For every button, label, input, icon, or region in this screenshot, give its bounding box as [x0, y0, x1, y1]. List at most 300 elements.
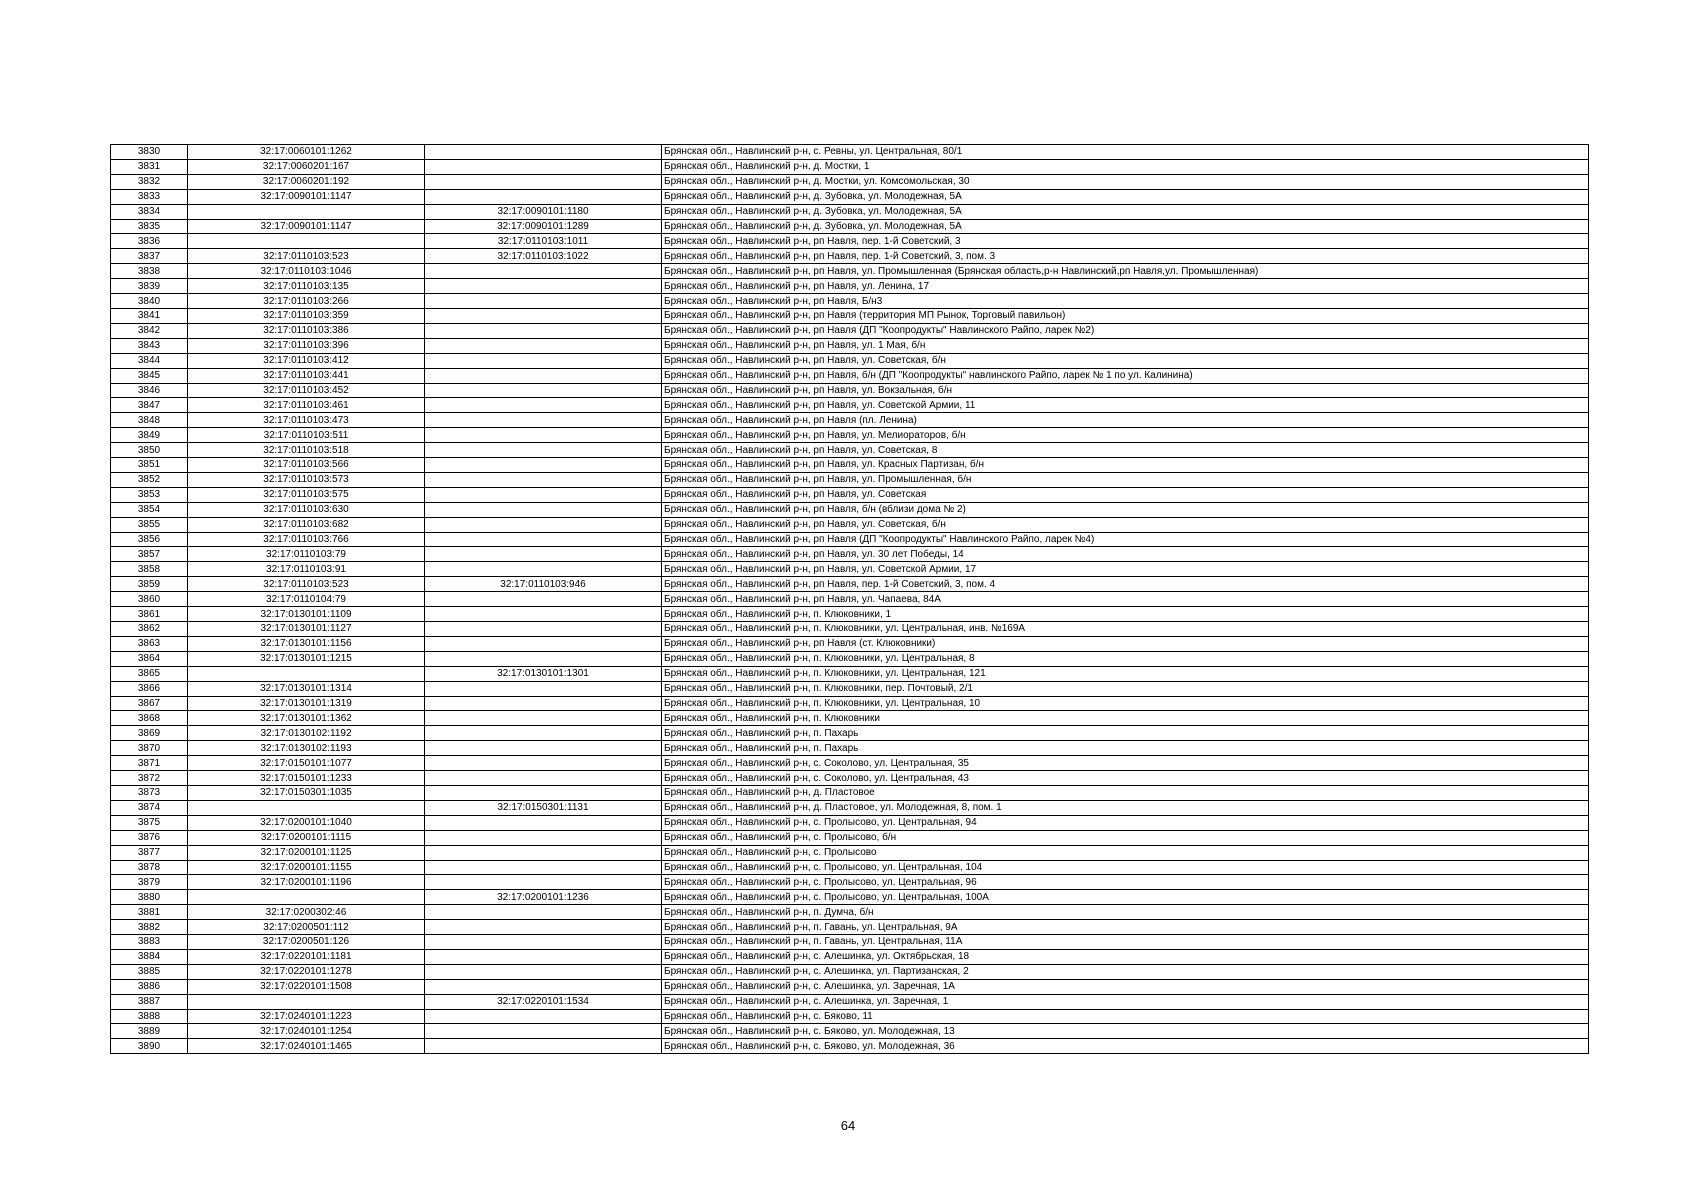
address-cell: Брянская обл., Навлинский р-н, д. Зубовка, ул. Молодежная, 5А	[662, 219, 1589, 234]
address-cell: Брянская обл., Навлинский р-н, п. Клюковники, ул. Центральная, 121	[662, 666, 1589, 681]
linked-cadastral-number-cell	[425, 681, 662, 696]
address-cell: Брянская обл., Навлинский р-н, с. Алешинка, ул. Партизанская, 2	[662, 964, 1589, 979]
row-number-cell: 3848	[111, 413, 188, 428]
row-number-cell: 3883	[111, 935, 188, 950]
linked-cadastral-number-cell	[425, 383, 662, 398]
address-cell: Брянская обл., Навлинский р-н, рп Навля, ул. Советская, б/н	[662, 353, 1589, 368]
cadastral-number-cell: 32:17:0110103:461	[188, 398, 425, 413]
address-cell: Брянская обл., Навлинский р-н, рп Навля, ул. Советской Армии, 17	[662, 562, 1589, 577]
table-row	[111, 681, 1589, 696]
cadastral-number-cell: 32:17:0090101:1147	[188, 219, 425, 234]
table-row	[111, 726, 1589, 741]
table-row	[111, 338, 1589, 353]
table-row	[111, 189, 1589, 204]
table-row	[111, 249, 1589, 264]
address-cell: Брянская обл., Навлинский р-н, с. Пролысово, ул. Центральная, 100А	[662, 890, 1589, 905]
row-number-cell: 3850	[111, 443, 188, 458]
row-number-cell: 3833	[111, 189, 188, 204]
row-number-cell: 3889	[111, 1024, 188, 1039]
cadastral-number-cell: 32:17:0110103:630	[188, 502, 425, 517]
row-number-cell: 3851	[111, 458, 188, 473]
address-cell: Брянская обл., Навлинский р-н, рп Навля, ул. Советская	[662, 487, 1589, 502]
cadastral-number-cell: 32:17:0200501:126	[188, 935, 425, 950]
property-table-body	[111, 145, 1589, 1054]
cadastral-number-cell: 32:17:0110104:79	[188, 592, 425, 607]
row-number-cell: 3849	[111, 428, 188, 443]
address-cell: Брянская обл., Навлинский р-н, п. Клюковники, ул. Центральная, инв. №169А	[662, 622, 1589, 637]
address-cell: Брянская обл., Навлинский р-н, рп Навля, ул. Мелиораторов, б/н	[662, 428, 1589, 443]
address-cell: Брянская обл., Навлинский р-н, п. Пахарь	[662, 726, 1589, 741]
linked-cadastral-number-cell	[425, 159, 662, 174]
table-row	[111, 920, 1589, 935]
linked-cadastral-number-cell	[425, 622, 662, 637]
row-number-cell: 3880	[111, 890, 188, 905]
row-number-cell: 3869	[111, 726, 188, 741]
linked-cadastral-number-cell	[425, 1024, 662, 1039]
linked-cadastral-number-cell	[425, 279, 662, 294]
row-number-cell: 3831	[111, 159, 188, 174]
linked-cadastral-number-cell	[425, 592, 662, 607]
address-cell: Брянская обл., Навлинский р-н, п. Клюковники	[662, 711, 1589, 726]
row-number-cell: 3854	[111, 502, 188, 517]
cadastral-number-cell: 32:17:0130101:1127	[188, 622, 425, 637]
row-number-cell: 3885	[111, 964, 188, 979]
cadastral-number-cell: 32:17:0110103:1046	[188, 264, 425, 279]
cadastral-number-cell: 32:17:0200501:112	[188, 920, 425, 935]
row-number-cell: 3879	[111, 875, 188, 890]
address-cell: Брянская обл., Навлинский р-н, рп Навля, пер. 1-й Советский, 3, пом. 3	[662, 249, 1589, 264]
cadastral-number-cell	[188, 666, 425, 681]
linked-cadastral-number-cell	[425, 964, 662, 979]
table-row	[111, 666, 1589, 681]
row-number-cell: 3866	[111, 681, 188, 696]
linked-cadastral-number-cell	[425, 517, 662, 532]
property-table	[110, 144, 1589, 1054]
row-number-cell: 3858	[111, 562, 188, 577]
address-cell: Брянская обл., Навлинский р-н, рп Навля (территория МП Рынок, Торговый павильон)	[662, 308, 1589, 323]
row-number-cell: 3830	[111, 145, 188, 160]
table-row	[111, 323, 1589, 338]
linked-cadastral-number-cell	[425, 636, 662, 651]
cadastral-number-cell: 32:17:0240101:1465	[188, 1039, 425, 1054]
address-cell: Брянская обл., Навлинский р-н, п. Клюковники, ул. Центральная, 10	[662, 696, 1589, 711]
row-number-cell: 3864	[111, 651, 188, 666]
linked-cadastral-number-cell: 32:17:0150301:1131	[425, 800, 662, 815]
table-row	[111, 383, 1589, 398]
address-cell: Брянская обл., Навлинский р-н, п. Пахарь	[662, 741, 1589, 756]
table-row	[111, 845, 1589, 860]
table-row	[111, 1039, 1589, 1054]
cadastral-number-cell: 32:17:0240101:1254	[188, 1024, 425, 1039]
row-number-cell: 3872	[111, 771, 188, 786]
table-row	[111, 234, 1589, 249]
table-row	[111, 472, 1589, 487]
linked-cadastral-number-cell	[425, 562, 662, 577]
linked-cadastral-number-cell	[425, 338, 662, 353]
table-row	[111, 294, 1589, 309]
address-cell: Брянская обл., Навлинский р-н, п. Думча, б/н	[662, 905, 1589, 920]
address-cell: Брянская обл., Навлинский р-н, п. Клюковники, 1	[662, 607, 1589, 622]
table-row	[111, 577, 1589, 592]
row-number-cell: 3862	[111, 622, 188, 637]
cadastral-number-cell: 32:17:0150301:1035	[188, 785, 425, 800]
cadastral-number-cell	[188, 994, 425, 1009]
address-cell: Брянская обл., Навлинский р-н, с. Бяково, ул. Молодежная, 13	[662, 1024, 1589, 1039]
linked-cadastral-number-cell: 32:17:0110103:1022	[425, 249, 662, 264]
table-row	[111, 741, 1589, 756]
row-number-cell: 3859	[111, 577, 188, 592]
address-cell: Брянская обл., Навлинский р-н, рп Навля (пл. Ленина)	[662, 413, 1589, 428]
cadastral-number-cell: 32:17:0130101:1215	[188, 651, 425, 666]
cadastral-number-cell: 32:17:0110103:575	[188, 487, 425, 502]
linked-cadastral-number-cell: 32:17:0090101:1289	[425, 219, 662, 234]
address-cell: Брянская обл., Навлинский р-н, с. Алешинка, ул. Заречная, 1А	[662, 979, 1589, 994]
cadastral-number-cell: 32:17:0130101:1156	[188, 636, 425, 651]
row-number-cell: 3838	[111, 264, 188, 279]
table-row	[111, 204, 1589, 219]
table-row	[111, 890, 1589, 905]
cadastral-number-cell: 32:17:0110103:766	[188, 532, 425, 547]
table-row	[111, 547, 1589, 562]
address-cell: Брянская обл., Навлинский р-н, п. Клюковники, ул. Центральная, 8	[662, 651, 1589, 666]
row-number-cell: 3845	[111, 368, 188, 383]
address-cell: Брянская обл., Навлинский р-н, д. Зубовка, ул. Молодежная, 5А	[662, 204, 1589, 219]
table-row	[111, 219, 1589, 234]
table-row	[111, 502, 1589, 517]
linked-cadastral-number-cell	[425, 949, 662, 964]
cadastral-number-cell: 32:17:0110103:511	[188, 428, 425, 443]
table-row	[111, 458, 1589, 473]
cadastral-number-cell: 32:17:0110103:135	[188, 279, 425, 294]
cadastral-number-cell: 32:17:0150101:1077	[188, 756, 425, 771]
address-cell: Брянская обл., Навлинский р-н, рп Навля, ул. Советская, б/н	[662, 517, 1589, 532]
linked-cadastral-number-cell	[425, 741, 662, 756]
row-number-cell: 3842	[111, 323, 188, 338]
row-number-cell: 3836	[111, 234, 188, 249]
cadastral-number-cell: 32:17:0110103:386	[188, 323, 425, 338]
row-number-cell: 3877	[111, 845, 188, 860]
cadastral-number-cell: 32:17:0130101:1319	[188, 696, 425, 711]
row-number-cell: 3890	[111, 1039, 188, 1054]
linked-cadastral-number-cell	[425, 905, 662, 920]
linked-cadastral-number-cell	[425, 413, 662, 428]
cadastral-number-cell: 32:17:0110103:396	[188, 338, 425, 353]
cadastral-number-cell: 32:17:0110103:412	[188, 353, 425, 368]
row-number-cell: 3846	[111, 383, 188, 398]
table-row	[111, 413, 1589, 428]
cadastral-number-cell	[188, 800, 425, 815]
row-number-cell: 3881	[111, 905, 188, 920]
linked-cadastral-number-cell	[425, 547, 662, 562]
cadastral-number-cell	[188, 204, 425, 219]
row-number-cell: 3840	[111, 294, 188, 309]
address-cell: Брянская обл., Навлинский р-н, с. Соколово, ул. Центральная, 43	[662, 771, 1589, 786]
address-cell: Брянская обл., Навлинский р-н, рп Навля, пер. 1-й Советский, 3, пом. 4	[662, 577, 1589, 592]
table-row	[111, 935, 1589, 950]
table-row	[111, 800, 1589, 815]
cadastral-number-cell	[188, 234, 425, 249]
address-cell: Брянская обл., Навлинский р-н, рп Навля, пер. 1-й Советский, 3	[662, 234, 1589, 249]
row-number-cell: 3887	[111, 994, 188, 1009]
address-cell: Брянская обл., Навлинский р-н, п. Клюковники, пер. Почтовый, 2/1	[662, 681, 1589, 696]
table-row	[111, 145, 1589, 160]
table-row	[111, 532, 1589, 547]
linked-cadastral-number-cell	[425, 264, 662, 279]
row-number-cell: 3882	[111, 920, 188, 935]
linked-cadastral-number-cell	[425, 830, 662, 845]
linked-cadastral-number-cell	[425, 294, 662, 309]
linked-cadastral-number-cell: 32:17:0110103:1011	[425, 234, 662, 249]
address-cell: Брянская обл., Навлинский р-н, с. Пролысово	[662, 845, 1589, 860]
table-row	[111, 1009, 1589, 1024]
table-row	[111, 1024, 1589, 1039]
linked-cadastral-number-cell	[425, 726, 662, 741]
cadastral-number-cell: 32:17:0200101:1115	[188, 830, 425, 845]
cadastral-number-cell: 32:17:0110103:91	[188, 562, 425, 577]
table-row	[111, 905, 1589, 920]
row-number-cell: 3856	[111, 532, 188, 547]
page-number: 64	[840, 1118, 856, 1133]
row-number-cell: 3844	[111, 353, 188, 368]
row-number-cell: 3875	[111, 815, 188, 830]
cadastral-number-cell: 32:17:0200101:1196	[188, 875, 425, 890]
row-number-cell: 3868	[111, 711, 188, 726]
cadastral-number-cell: 32:17:0150101:1233	[188, 771, 425, 786]
linked-cadastral-number-cell	[425, 860, 662, 875]
linked-cadastral-number-cell: 32:17:0110103:946	[425, 577, 662, 592]
address-cell: Брянская обл., Навлинский р-н, с. Алешинка, ул. Заречная, 1	[662, 994, 1589, 1009]
linked-cadastral-number-cell: 32:17:0220101:1534	[425, 994, 662, 1009]
linked-cadastral-number-cell	[425, 845, 662, 860]
linked-cadastral-number-cell: 32:17:0130101:1301	[425, 666, 662, 681]
table-row	[111, 830, 1589, 845]
linked-cadastral-number-cell	[425, 398, 662, 413]
linked-cadastral-number-cell	[425, 458, 662, 473]
cadastral-number-cell: 32:17:0220101:1278	[188, 964, 425, 979]
table-row	[111, 428, 1589, 443]
linked-cadastral-number-cell	[425, 920, 662, 935]
address-cell: Брянская обл., Навлинский р-н, рп Навля, ул. Промышленная, б/н	[662, 472, 1589, 487]
address-cell: Брянская обл., Навлинский р-н, д. Пластовое	[662, 785, 1589, 800]
address-cell: Брянская обл., Навлинский р-н, с. Пролысово, б/н	[662, 830, 1589, 845]
table-row	[111, 279, 1589, 294]
linked-cadastral-number-cell	[425, 472, 662, 487]
row-number-cell: 3835	[111, 219, 188, 234]
address-cell: Брянская обл., Навлинский р-н, рп Навля (ДП "Коопродукты" Навлинского Райпо, ларек №4)	[662, 532, 1589, 547]
cadastral-number-cell: 32:17:0110103:682	[188, 517, 425, 532]
table-row	[111, 443, 1589, 458]
address-cell: Брянская обл., Навлинский р-н, с. Соколово, ул. Центральная, 35	[662, 756, 1589, 771]
row-number-cell: 3874	[111, 800, 188, 815]
linked-cadastral-number-cell	[425, 443, 662, 458]
linked-cadastral-number-cell	[425, 308, 662, 323]
address-cell: Брянская обл., Навлинский р-н, рп Навля, ул. Советской Армии, 11	[662, 398, 1589, 413]
linked-cadastral-number-cell	[425, 428, 662, 443]
table-row	[111, 174, 1589, 189]
table-row	[111, 696, 1589, 711]
table-row	[111, 994, 1589, 1009]
table-row	[111, 711, 1589, 726]
address-cell: Брянская обл., Навлинский р-н, д. Мостки, 1	[662, 159, 1589, 174]
cadastral-number-cell: 32:17:0130101:1109	[188, 607, 425, 622]
address-cell: Брянская обл., Навлинский р-н, рп Навля, б/н (ДП "Коопродукты" навлинского Райпо, ларек № 1 по ул. Калинина)	[662, 368, 1589, 383]
linked-cadastral-number-cell	[425, 145, 662, 160]
table-row	[111, 308, 1589, 323]
cadastral-number-cell: 32:17:0060201:167	[188, 159, 425, 174]
row-number-cell: 3839	[111, 279, 188, 294]
cadastral-number-cell: 32:17:0110103:566	[188, 458, 425, 473]
row-number-cell: 3878	[111, 860, 188, 875]
linked-cadastral-number-cell	[425, 174, 662, 189]
cadastral-number-cell: 32:17:0200101:1125	[188, 845, 425, 860]
linked-cadastral-number-cell	[425, 785, 662, 800]
address-cell: Брянская обл., Навлинский р-н, с. Пролысово, ул. Центральная, 94	[662, 815, 1589, 830]
address-cell: Брянская обл., Навлинский р-н, с. Бяково, 11	[662, 1009, 1589, 1024]
cadastral-number-cell: 32:17:0110103:452	[188, 383, 425, 398]
row-number-cell: 3853	[111, 487, 188, 502]
linked-cadastral-number-cell	[425, 323, 662, 338]
linked-cadastral-number-cell	[425, 607, 662, 622]
address-cell: Брянская обл., Навлинский р-н, с. Пролысово, ул. Центральная, 104	[662, 860, 1589, 875]
table-row	[111, 964, 1589, 979]
row-number-cell: 3873	[111, 785, 188, 800]
table-row	[111, 159, 1589, 174]
table-row	[111, 875, 1589, 890]
row-number-cell: 3841	[111, 308, 188, 323]
cadastral-number-cell: 32:17:0110103:359	[188, 308, 425, 323]
linked-cadastral-number-cell	[425, 502, 662, 517]
cadastral-number-cell: 32:17:0220101:1181	[188, 949, 425, 964]
cadastral-number-cell: 32:17:0130101:1362	[188, 711, 425, 726]
row-number-cell: 3852	[111, 472, 188, 487]
table-row	[111, 592, 1589, 607]
row-number-cell: 3871	[111, 756, 188, 771]
cadastral-number-cell: 32:17:0110103:573	[188, 472, 425, 487]
linked-cadastral-number-cell	[425, 711, 662, 726]
address-cell: Брянская обл., Навлинский р-н, с. Бяково, ул. Молодежная, 36	[662, 1039, 1589, 1054]
table-row	[111, 860, 1589, 875]
table-row	[111, 771, 1589, 786]
table-row	[111, 622, 1589, 637]
cadastral-number-cell: 32:17:0090101:1147	[188, 189, 425, 204]
address-cell: Брянская обл., Навлинский р-н, д. Зубовка, ул. Молодежная, 5А	[662, 189, 1589, 204]
table-row	[111, 815, 1589, 830]
address-cell: Брянская обл., Навлинский р-н, рп Навля, ул. Вокзальная, б/н	[662, 383, 1589, 398]
table-row	[111, 487, 1589, 502]
row-number-cell: 3867	[111, 696, 188, 711]
cadastral-number-cell: 32:17:0110103:523	[188, 249, 425, 264]
address-cell: Брянская обл., Навлинский р-н, рп Навля, ул. 30 лет Победы, 14	[662, 547, 1589, 562]
row-number-cell: 3857	[111, 547, 188, 562]
cadastral-number-cell: 32:17:0130102:1192	[188, 726, 425, 741]
linked-cadastral-number-cell	[425, 651, 662, 666]
address-cell: Брянская обл., Навлинский р-н, рп Навля (ДП "Коопродукты" Навлинского Райпо, ларек №2)	[662, 323, 1589, 338]
linked-cadastral-number-cell	[425, 979, 662, 994]
row-number-cell: 3861	[111, 607, 188, 622]
cadastral-number-cell: 32:17:0110103:523	[188, 577, 425, 592]
table-row	[111, 353, 1589, 368]
linked-cadastral-number-cell	[425, 696, 662, 711]
table-row	[111, 785, 1589, 800]
row-number-cell: 3863	[111, 636, 188, 651]
address-cell: Брянская обл., Навлинский р-н, рп Навля, ул. Красных Партизан, б/н	[662, 458, 1589, 473]
address-cell: Брянская обл., Навлинский р-н, рп Навля (ст. Клюковники)	[662, 636, 1589, 651]
linked-cadastral-number-cell	[425, 935, 662, 950]
linked-cadastral-number-cell	[425, 771, 662, 786]
table-row	[111, 756, 1589, 771]
table-row	[111, 562, 1589, 577]
cadastral-number-cell: 32:17:0200101:1155	[188, 860, 425, 875]
cadastral-number-cell: 32:17:0220101:1508	[188, 979, 425, 994]
linked-cadastral-number-cell	[425, 815, 662, 830]
row-number-cell: 3834	[111, 204, 188, 219]
linked-cadastral-number-cell	[425, 1009, 662, 1024]
row-number-cell: 3876	[111, 830, 188, 845]
address-cell: Брянская обл., Навлинский р-н, рп Навля, ул. Ленина, 17	[662, 279, 1589, 294]
cadastral-number-cell: 32:17:0110103:266	[188, 294, 425, 309]
linked-cadastral-number-cell	[425, 1039, 662, 1054]
row-number-cell: 3837	[111, 249, 188, 264]
table-row	[111, 517, 1589, 532]
row-number-cell: 3888	[111, 1009, 188, 1024]
cadastral-number-cell: 32:17:0200302:46	[188, 905, 425, 920]
row-number-cell: 3832	[111, 174, 188, 189]
cadastral-number-cell: 32:17:0130101:1314	[188, 681, 425, 696]
linked-cadastral-number-cell	[425, 353, 662, 368]
address-cell: Брянская обл., Навлинский р-н, с. Алешинка, ул. Октябрьская, 18	[662, 949, 1589, 964]
cadastral-number-cell: 32:17:0060101:1262	[188, 145, 425, 160]
row-number-cell: 3855	[111, 517, 188, 532]
address-cell: Брянская обл., Навлинский р-н, рп Навля, ул. 1 Мая, б/н	[662, 338, 1589, 353]
row-number-cell: 3884	[111, 949, 188, 964]
table-row	[111, 264, 1589, 279]
address-cell: Брянская обл., Навлинский р-н, с. Ревны, ул. Центральная, 80/1	[662, 145, 1589, 160]
address-cell: Брянская обл., Навлинский р-н, с. Пролысово, ул. Центральная, 96	[662, 875, 1589, 890]
row-number-cell: 3870	[111, 741, 188, 756]
address-cell: Брянская обл., Навлинский р-н, рп Навля, ул. Советская, 8	[662, 443, 1589, 458]
linked-cadastral-number-cell	[425, 368, 662, 383]
address-cell: Брянская обл., Навлинский р-н, д. Пластовое, ул. Молодежная, 8, пом. 1	[662, 800, 1589, 815]
linked-cadastral-number-cell: 32:17:0200101:1236	[425, 890, 662, 905]
row-number-cell: 3865	[111, 666, 188, 681]
cadastral-number-cell: 32:17:0060201:192	[188, 174, 425, 189]
linked-cadastral-number-cell	[425, 487, 662, 502]
row-number-cell: 3847	[111, 398, 188, 413]
linked-cadastral-number-cell	[425, 189, 662, 204]
row-number-cell: 3843	[111, 338, 188, 353]
cadastral-number-cell: 32:17:0110103:473	[188, 413, 425, 428]
linked-cadastral-number-cell	[425, 875, 662, 890]
table-row	[111, 979, 1589, 994]
table-row	[111, 949, 1589, 964]
address-cell: Брянская обл., Навлинский р-н, п. Гавань, ул. Центральная, 9А	[662, 920, 1589, 935]
table-row	[111, 651, 1589, 666]
table-row	[111, 607, 1589, 622]
row-number-cell: 3886	[111, 979, 188, 994]
table-row	[111, 398, 1589, 413]
linked-cadastral-number-cell	[425, 532, 662, 547]
linked-cadastral-number-cell: 32:17:0090101:1180	[425, 204, 662, 219]
row-number-cell: 3860	[111, 592, 188, 607]
linked-cadastral-number-cell	[425, 756, 662, 771]
table-row	[111, 636, 1589, 651]
address-cell: Брянская обл., Навлинский р-н, рп Навля, б/н (вблизи дома № 2)	[662, 502, 1589, 517]
address-cell: Брянская обл., Навлинский р-н, рп Навля, ул. Промышленная (Брянская область,р-н Навлинский,рп Навля,ул. Промышленная)	[662, 264, 1589, 279]
table-row	[111, 368, 1589, 383]
cadastral-number-cell: 32:17:0110103:518	[188, 443, 425, 458]
address-cell: Брянская обл., Навлинский р-н, рп Навля, Б/н3	[662, 294, 1589, 309]
cadastral-number-cell	[188, 890, 425, 905]
